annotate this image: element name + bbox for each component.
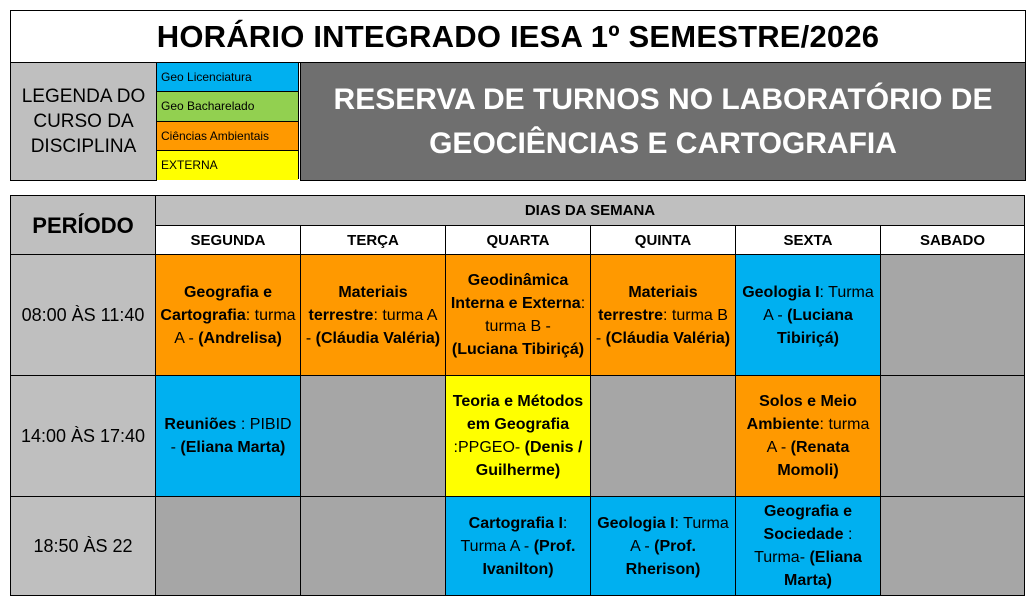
legend-label: LEGENDA DO CURSO DA DISCIPLINA [10, 62, 157, 181]
legend-item-externa: EXTERNA [157, 151, 298, 180]
course-name: Geografia e Cartografia [160, 283, 273, 324]
dias-header: DIAS DA SEMANA [156, 196, 1025, 226]
periodo-header: PERÍODO [11, 196, 156, 255]
class-cell [591, 255, 736, 376]
class-detail: : turma B - [595, 306, 728, 347]
class-detail: : Turma- [754, 526, 853, 566]
course-name: Geografia e Sociedade [763, 503, 853, 543]
class-detail: : turma A - [305, 306, 438, 347]
class-cell [736, 376, 881, 497]
day-header: QUARTA [446, 226, 591, 255]
class-detail: : Turma A - [630, 514, 729, 555]
page-title: HORÁRIO INTEGRADO IESA 1º SEMESTRE/2026 [10, 10, 1026, 63]
empty-cell [881, 497, 1025, 596]
class-cell [591, 497, 736, 596]
course-name: Reuniões [164, 416, 241, 433]
course-name: Teoria e Métodos em Geografia [452, 393, 584, 433]
legend-item-geo-licenciatura: Geo Licenciatura [157, 63, 298, 92]
course-name: Geodinâmica Interna e Externa [450, 272, 581, 312]
class-cell [446, 255, 591, 376]
professor-name: (Eliana Marta) [783, 549, 862, 589]
day-header: SEGUNDA [156, 226, 301, 255]
class-cell [156, 255, 301, 376]
legend [156, 62, 299, 179]
schedule-table [10, 195, 1025, 596]
professor-name: (Denis / Guilherme) [475, 439, 583, 479]
table-row [11, 255, 1025, 376]
class-detail: : PIBID - [170, 416, 292, 456]
course-name: Materiais terrestre [308, 283, 408, 324]
class-cell [446, 497, 591, 596]
course-name: Cartografia I [468, 514, 563, 532]
empty-cell [301, 376, 446, 497]
professor-name: (Luciana Tibiriçá) [451, 341, 585, 358]
professor-name: (Cláudia Valéria) [605, 329, 731, 347]
empty-cell [881, 376, 1025, 497]
day-header: TERÇA [301, 226, 446, 255]
empty-cell [301, 497, 446, 596]
period-label: 14:00 ÀS 17:40 [11, 376, 156, 497]
class-detail: : turma A - [174, 306, 296, 347]
class-detail: : turma B - [485, 295, 586, 335]
professor-name: (Renata Momoli) [777, 439, 850, 479]
empty-cell [591, 376, 736, 497]
class-cell [301, 255, 446, 376]
table-row [11, 497, 1025, 596]
class-detail: :PPGEO- [453, 439, 525, 456]
day-header: SABADO [881, 226, 1025, 255]
class-cell [156, 376, 301, 497]
class-detail: : Turma A - [763, 283, 874, 324]
empty-cell [881, 255, 1025, 376]
class-cell [736, 255, 881, 376]
class-cell [736, 497, 881, 596]
day-header: SEXTA [736, 226, 881, 255]
professor-name: (Eliana Marta) [180, 439, 286, 456]
course-name: Solos e Meio Ambiente [746, 393, 857, 433]
professor-name: (Andrelisa) [198, 329, 282, 347]
professor-name: (Prof. Ivanilton) [482, 537, 576, 578]
professor-name: (Cláudia Valéria) [315, 329, 441, 347]
table-row [11, 376, 1025, 497]
empty-cell [156, 497, 301, 596]
professor-name: (Luciana Tibiriçá) [777, 306, 853, 347]
period-label: 18:50 ÀS 22 [11, 497, 156, 596]
period-label: 08:00 ÀS 11:40 [11, 255, 156, 376]
legend-item-geo-bacharelado: Geo Bacharelado [157, 92, 298, 121]
class-cell [446, 376, 591, 497]
course-name: Materiais terrestre [598, 283, 698, 324]
class-detail: : Turma A - [460, 514, 568, 555]
professor-name: (Prof. Rherison) [625, 537, 701, 578]
day-header: QUINTA [591, 226, 736, 255]
class-detail: : turma A - [766, 416, 870, 456]
lab-reservation-banner: RESERVA DE TURNOS NO LABORATÓRIO DE GEOCIÊNCIAS E CARTOGRAFIA [300, 62, 1026, 181]
legend-item-ciencias-ambientais: Ciências Ambientais [157, 122, 298, 151]
course-name: Geologia I [742, 283, 820, 301]
course-name: Geologia I [597, 514, 675, 532]
